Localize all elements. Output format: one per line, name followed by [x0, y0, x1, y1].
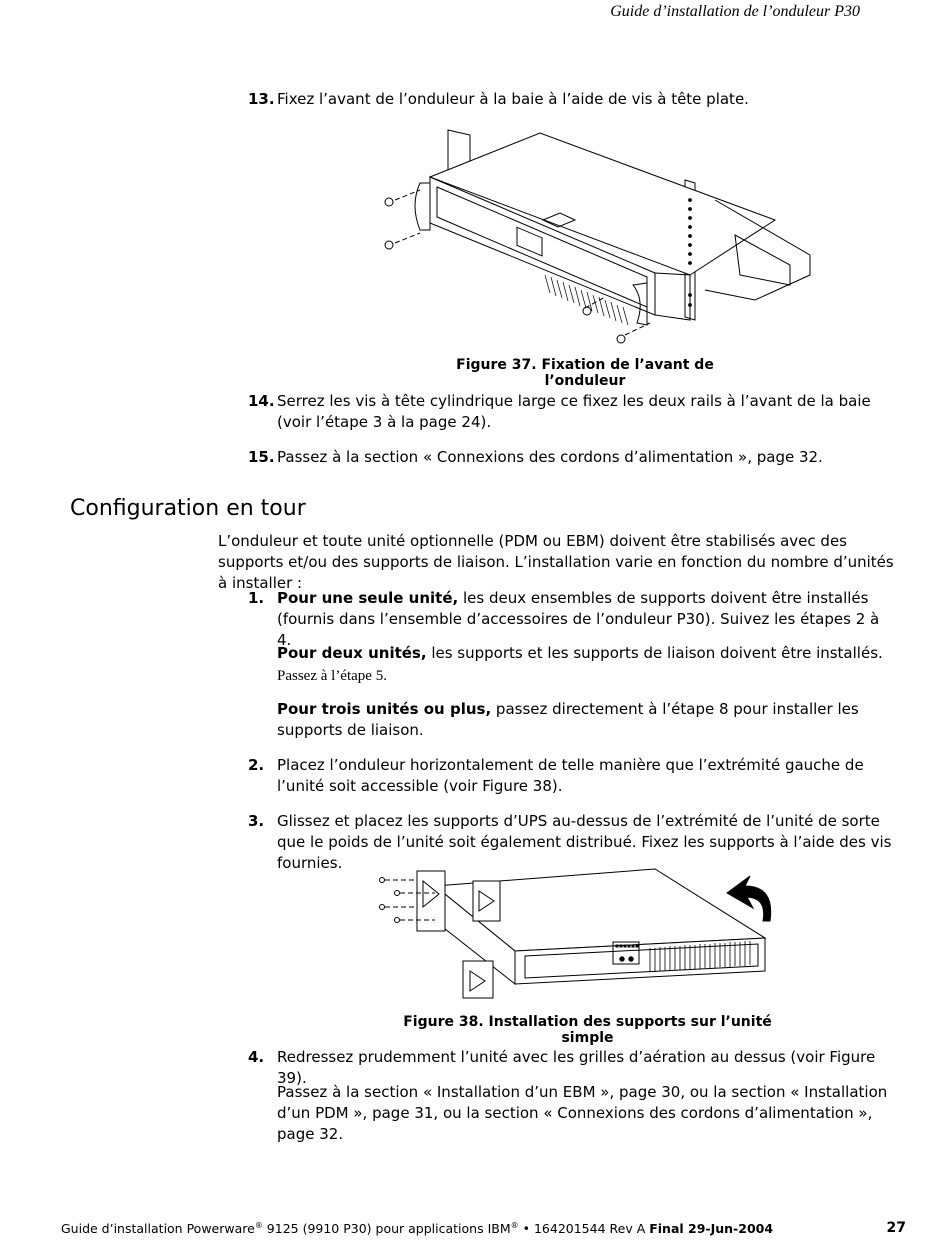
step-1 — [248, 588, 893, 651]
step-14 — [248, 391, 893, 433]
running-header: Guide d’installation de l’onduleur P30 — [610, 3, 860, 20]
step-text: Fixez l’avant de l’onduleur à la baie à l’aide de vis à tête plate. — [277, 90, 749, 108]
step-number: 13. — [248, 90, 275, 108]
footer-model: 9125 (9910 P30) pour applications IBM — [262, 1221, 511, 1237]
step-number: 2. — [248, 756, 265, 774]
step-number: 14. — [248, 392, 275, 410]
step-13 — [248, 89, 893, 110]
page-footer — [61, 1221, 773, 1236]
footer-final-date: Final 29-Jun-2004 — [649, 1221, 774, 1237]
step-text — [277, 588, 893, 651]
section-intro: L’onduleur et toute unité optionnelle (PDM ou EBM) doivent être stabilisés avec des supports et/ou des supports de liaison. L’installation varie en fonction du nombre d’unités à installer : — [218, 532, 894, 592]
step-body: les deux ensembles de supports doivent être installés (fournis dans l’ensemble d’accessoires de l’onduleur P30). Suivez les étapes 2 à 4. — [277, 589, 880, 649]
step-number: 4. — [248, 1048, 265, 1066]
step-text: Redressez prudemment l’unité avec les grilles d’aération au dessus (voir Figure 39). — [277, 1048, 876, 1087]
step-number: 3. — [248, 812, 265, 830]
step-1-three-units — [277, 699, 897, 741]
step-number: 1. — [248, 589, 265, 607]
step-3 — [248, 811, 893, 874]
step-15 — [248, 447, 893, 468]
step-number: 15. — [248, 448, 275, 466]
step-text: Placez l’onduleur horizontalement de telle manière que l’extrémité gauche de l’unité soit accessible (voir Figure 38). — [277, 756, 864, 795]
step-text: Serrez les vis à tête cylindrique large ce fixez les deux rails à l’avant de la baie (voir l’étape 3 à la page 24). — [277, 392, 871, 431]
para-body-serif: Passez à l’étape 5. — [277, 668, 387, 684]
figure-38-caption: Figure 38. Installation des supports sur l’unité simple — [403, 1014, 772, 1046]
para-body: passez directement à l’étape 8 pour installer les supports de liaison. — [277, 700, 859, 739]
step-text: Passez à la section « Connexions des cordons d’alimentation », page 32. — [277, 448, 823, 466]
footer-doc-id: • 164201544 Rev A — [518, 1221, 650, 1237]
registered-mark: ® — [510, 1221, 519, 1230]
registered-mark: ® — [254, 1221, 263, 1230]
step-2 — [248, 755, 893, 797]
page-number: 27 — [886, 1220, 906, 1236]
step-1-two-units — [277, 643, 897, 687]
para-lead: Pour deux unités, — [277, 644, 427, 662]
figure-37-caption: Figure 37. Fixation de l’avant de l’onduleur — [456, 357, 714, 389]
figure-37-illustration — [375, 125, 815, 350]
step-text: Glissez et placez les supports d’UPS au-dessus de l’extrémité de l’unité de sorte que le poids de l’unité soit également distribué. Fixez les supports à l’aide des vis fournies. — [277, 812, 892, 872]
para-lead: Pour trois unités ou plus, — [277, 700, 492, 718]
step-lead: Pour une seule unité, — [277, 589, 459, 607]
footer-title: Guide d’installation Powerware — [61, 1221, 255, 1237]
rotate-arrow-icon — [727, 876, 771, 921]
para-body: les supports et les supports de liaison doivent être installés. — [426, 644, 883, 662]
step-4-followup: Passez à la section « Installation d’un EBM », page 30, ou la section « Installation d’un PDM », page 31, ou la section « Connexions des cordons d’alimentation », page 32. — [277, 1083, 888, 1143]
figure-38-illustration — [375, 866, 805, 1004]
section-heading: Configuration en tour — [70, 496, 306, 521]
